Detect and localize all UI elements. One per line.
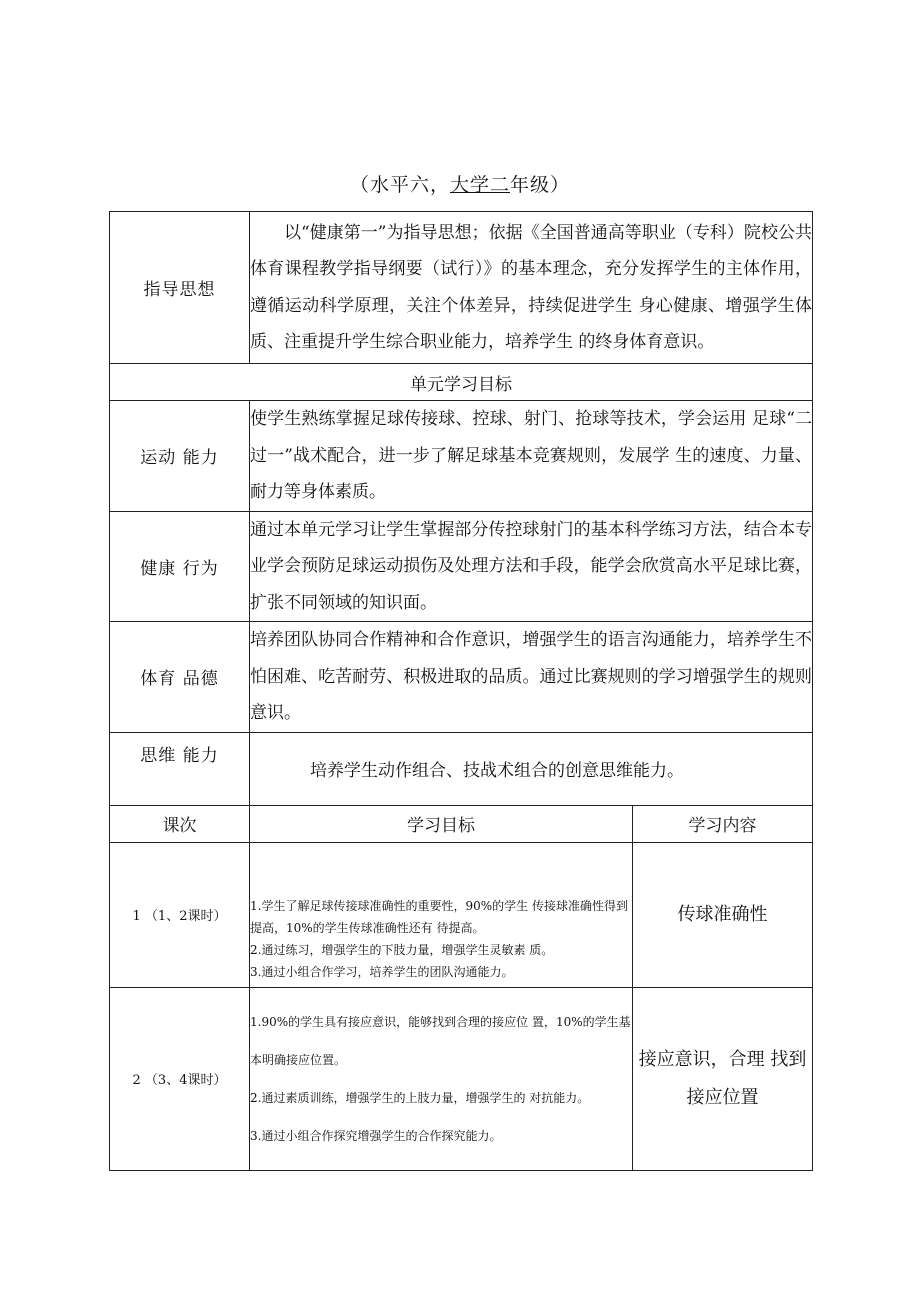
guiding-row (110, 212, 813, 364)
unit-goals-row (110, 364, 813, 401)
lesson-objectives (250, 842, 633, 987)
objective-item: 2.通过素质训练，增强学生的上肢力量，增强学生的 对抗能力。 (250, 1090, 590, 1105)
header-content: 学习内容 (633, 805, 813, 842)
unit-goals-heading: 单元学习目标 (110, 364, 813, 401)
goal-row (110, 732, 813, 805)
guiding-text: 以“健康第一”为指导思想；依据《全国普通高等职业（专科）院校公共体育课程教学指导纲要（试行）》的基本理念，充分发挥学生的主体作用，遵循运动科学原理，关注个体差异，持续促进学生 身心健康、增强学生体质、注重提升学生综合职业能力，培养学生 的终身体育意识。 (250, 212, 813, 364)
title-prefix: （水平六， (349, 174, 450, 196)
lesson-objectives (250, 987, 633, 1170)
goal-text: 培养学生动作组合、技战术组合的创意思维能力。 (250, 732, 813, 805)
objective-item: 3.通过小组合作探究增强学生的合作探究能力。 (250, 1128, 502, 1143)
title-suffix: 年级） (510, 174, 571, 196)
lesson-row (110, 842, 813, 987)
lesson-header-row (110, 805, 813, 842)
header-lesson: 课次 (110, 805, 250, 842)
goal-row (110, 622, 813, 733)
header-objectives: 学习目标 (250, 805, 633, 842)
goal-row (110, 401, 813, 512)
goal-label: 运动 能力 (110, 401, 250, 512)
lesson-number: 1 （1、2课时） (110, 842, 250, 987)
objective-item: 1.90%的学生具有接应意识，能够找到合理的接应位 置，10%的学生基本明确接应位置。 (250, 1014, 631, 1067)
lesson-content: 传球准确性 (633, 842, 813, 987)
goal-text: 培养团队协同合作精神和合作意识，增强学生的语言沟通能力，培养学生不怕困难、吃苦耐劳、积极进取的品质。通过比赛规则的学习增强学生的规则意识。 (250, 622, 813, 733)
goal-label: 体育 品德 (110, 622, 250, 733)
objective-item: 2.通过练习，增强学生的下肢力量，增强学生灵敏素 质。 (250, 942, 554, 957)
unit-plan-table (109, 211, 813, 1171)
lesson-number: 2 （3、4课时） (110, 987, 250, 1170)
objective-item: 3.通过小组合作学习，培养学生的团队沟通能力。 (250, 964, 514, 979)
goal-text: 使学生熟练掌握足球传接球、控球、射门、抢球等技术，学会运用 足球“二过一”战术配合，进一步了解足球基本竞赛规则，发展学 生的速度、力量、耐力等身体素质。 (250, 401, 813, 512)
goal-row (110, 511, 813, 622)
goal-label: 健康 行为 (110, 511, 250, 622)
goal-label: 思维 能力 (110, 732, 250, 805)
lesson-content: 接应意识，合理 找到接应位置 (633, 987, 813, 1170)
goal-text: 通过本单元学习让学生掌握部分传控球射门的基本科学练习方法，结合本专业学会预防足球运动损伤及处理方法和手段，能学会欣赏高水平足球比赛，扩张不同领域的知识面。 (250, 511, 813, 622)
page-title (0, 170, 920, 197)
lesson-row (110, 987, 813, 1170)
guiding-label: 指导思想 (110, 212, 250, 364)
title-underlined: 大学二 (449, 174, 510, 196)
objective-item: 1.学生了解足球传接球准确性的重要性，90%的学生 传接球准确性得到提高，10%的学生传球准确性还有 待提高。 (250, 898, 628, 935)
